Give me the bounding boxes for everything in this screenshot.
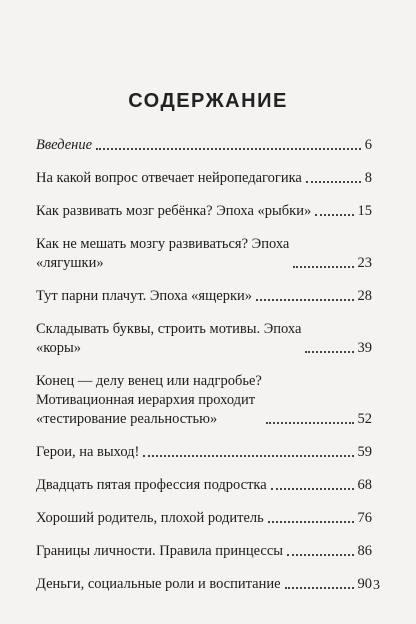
toc-page-number: 23 [357, 255, 372, 271]
toc-entry-line: Тут парни плачут. Эпоха «ящерки» [36, 288, 252, 304]
toc-entry-line: Границы личности. Правила принцессы [36, 543, 284, 559]
contents-heading: СОДЕРЖАНИЕ [128, 90, 288, 112]
toc-page-number: 76 [357, 510, 372, 526]
toc-entry-title [36, 509, 264, 528]
toc-page-number: 90 [357, 576, 372, 592]
toc-entry-line: Конец — делу венец или надгробье? [36, 373, 262, 389]
toc-entry-title [36, 287, 252, 306]
toc-entry-line: Двадцать пятая профессия подростка [36, 477, 267, 493]
toc-entry-title [36, 575, 281, 594]
dot-leader [256, 299, 354, 301]
toc-entry-line: «коры» [36, 340, 82, 356]
toc-entry-title [36, 542, 283, 561]
toc-entry-title [36, 372, 262, 429]
toc-entry [36, 443, 372, 462]
toc-entry-title [36, 202, 311, 221]
toc-entry [36, 235, 372, 273]
toc-entry [36, 136, 372, 155]
dot-leader [285, 587, 354, 589]
toc-entry [36, 509, 372, 528]
toc-entry [36, 169, 372, 188]
toc-entry-line: Хороший родитель, плохой родитель [36, 510, 264, 526]
toc-entry-title [36, 443, 139, 462]
table-of-contents [36, 136, 372, 608]
toc-entry-title [36, 320, 301, 358]
toc-entry-line: «лягушки» [36, 255, 104, 271]
toc-page-number: 15 [357, 203, 372, 219]
dot-leader [293, 266, 353, 268]
toc-entry-line: Мотивационная иерархия проходит [36, 392, 256, 408]
dot-leader [268, 521, 354, 523]
toc-entry [36, 320, 372, 358]
toc-entry [36, 575, 372, 594]
toc-entry-line: На какой вопрос отвечает нейропедагогика [36, 170, 302, 186]
toc-entry-title [36, 235, 289, 273]
dot-leader [96, 148, 361, 150]
page-number-footer: 3 [373, 578, 380, 593]
toc-entry [36, 202, 372, 221]
dot-leader [287, 554, 353, 556]
toc-page-number: 8 [364, 170, 372, 186]
toc-entry-line: Деньги, социальные роли и воспитание [36, 576, 281, 592]
toc-page-number: 86 [357, 543, 372, 559]
toc-entry [36, 542, 372, 561]
toc-entry-title [36, 476, 267, 495]
toc-entry-title [36, 169, 302, 188]
dot-leader [271, 488, 354, 490]
toc-page-number: 39 [357, 340, 372, 356]
dot-leader [315, 214, 353, 216]
toc-page-number: 68 [357, 477, 372, 493]
toc-entry-line: Как не мешать мозгу развиваться? Эпоха [36, 236, 290, 252]
toc-page-number: 59 [357, 444, 372, 460]
toc-entry-title [36, 136, 92, 155]
toc-entry-line: «тестирование реальностью» [36, 411, 218, 427]
toc-entry [36, 372, 372, 429]
dot-leader [305, 351, 353, 353]
toc-entry [36, 476, 372, 495]
toc-entry-line: Складывать буквы, строить мотивы. Эпоха [36, 321, 302, 337]
dot-leader [306, 181, 361, 183]
toc-page-number: 6 [364, 137, 372, 153]
dot-leader [143, 455, 353, 457]
toc-page-number: 52 [357, 411, 372, 427]
toc-entry-line: Введение [36, 137, 93, 153]
toc-entry [36, 287, 372, 306]
dot-leader [266, 422, 354, 424]
toc-entry-line: Как развивать мозг ребёнка? Эпоха «рыбки» [36, 203, 312, 219]
toc-entry-line: Герои, на выход! [36, 444, 140, 460]
toc-page-number: 28 [357, 288, 372, 304]
